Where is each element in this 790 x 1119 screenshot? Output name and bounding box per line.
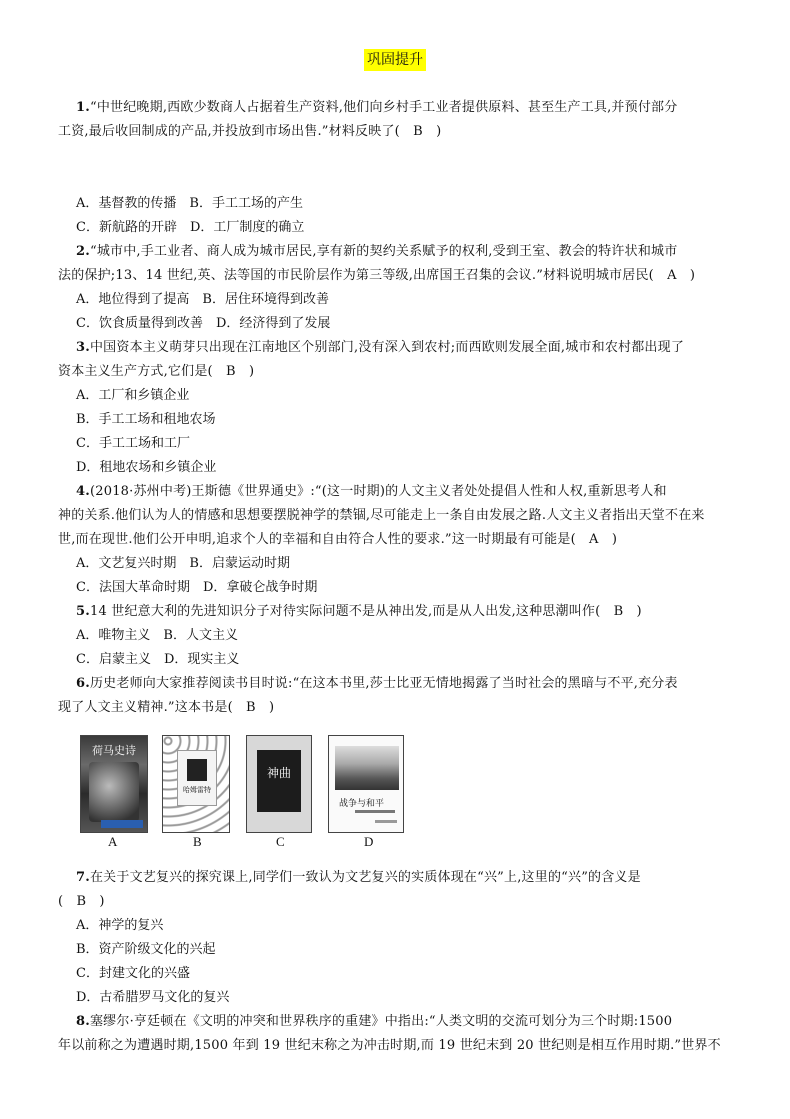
question-text: 塞缪尔·亨廷顿在《文明的冲突和世界秩序的重建》中指出:“人类文明的交流可划分为三个时期:1500: [89, 1014, 673, 1029]
question-1-line-2: 工资,最后收回制成的产品,并投放到市场出售.”材料反映了( B ): [58, 124, 442, 139]
question-4-options-ab: A．文艺复兴时期 B．启蒙运动时期: [76, 556, 290, 571]
question-7-option-a: A．神学的复兴: [76, 918, 164, 933]
book-label-a: A: [108, 834, 118, 849]
question-2-options-cd: C．饮食质量得到改善 D．经济得到了发展: [76, 316, 331, 331]
statue-illustration: [89, 762, 139, 822]
section-title-wrap: [0, 49, 790, 71]
question-text: “中世纪晚期,西欧少数商人占据着生产资料,他们向乡村手工业者提供原料、甚至生产工具,并预付部分: [89, 100, 678, 115]
question-number: 1.: [76, 100, 90, 115]
question-5-options-ab: A．唯物主义 B．人文主义: [76, 628, 238, 643]
question-number: 2.: [76, 244, 90, 259]
book-covers: [80, 735, 420, 835]
cover-panel: [177, 750, 217, 806]
question-1-options-cd: C．新航路的开辟 D．工厂制度的确立: [76, 220, 305, 235]
question-number: 5.: [76, 604, 90, 619]
question-7-option-d: D．古希腊罗马文化的复兴: [76, 990, 230, 1005]
question-6-line-2: 现了人文主义精神.”这本书是( B ): [58, 700, 275, 715]
question-number: 3.: [76, 340, 90, 355]
question-3-option-c: C．手工工场和工厂: [76, 436, 190, 451]
question-number: 6.: [76, 676, 90, 691]
question-text: (2018·苏州中考)王斯德《世界通史》:“(这一时期)的人文主义者处处提倡人性和人权,重新思考人和: [89, 484, 667, 499]
publisher-strip: [101, 820, 143, 828]
book-label-b: B: [193, 834, 202, 849]
question-number: 7.: [76, 870, 90, 885]
question-7-option-b: B．资产阶级文化的兴起: [76, 942, 216, 957]
question-3-option-a: A．工厂和乡镇企业: [76, 388, 190, 403]
question-3: [58, 336, 748, 360]
portrait-illustration: [187, 759, 207, 781]
question-number: 4.: [76, 484, 90, 499]
cavalry-illustration: [335, 746, 399, 790]
book-label-c: C: [276, 834, 285, 849]
question-5: [58, 600, 748, 624]
question-1-options-ab: A．基督教的传播 B．手工工场的产生: [76, 196, 303, 211]
question-8: [58, 1010, 748, 1034]
book-label-d: D: [364, 834, 374, 849]
book-cover-b: [162, 735, 230, 833]
subtitle-line: [375, 820, 397, 823]
question-4-line-2: 神的关系.他们认为人的情感和思想要摆脱神学的禁锢,尽可能走上一条自由发展之路.人文主义者指出天堂不在来: [58, 508, 705, 523]
question-text: 在关于文艺复兴的探究课上,同学们一致认为文艺复兴的实质体现在“兴”上,这里的“兴”的含义是: [89, 870, 641, 885]
book-cover-title: 战争与和平: [339, 799, 385, 809]
question-4: [58, 480, 748, 504]
question-5-options-cd: C．启蒙主义 D．现实主义: [76, 652, 240, 667]
question-text: 14 世纪意大利的先进知识分子对待实际问题不是从神出发,而是从人出发,这种思潮叫作( B ): [89, 604, 642, 619]
question-7: [58, 866, 748, 890]
question-number: 8.: [76, 1014, 90, 1029]
question-4-line-3: 世,而在现世.他们公开申明,追求个人的幸福和自由符合人性的要求.”这一时期最有可能是( A ): [58, 532, 618, 547]
question-text: “城市中,手工业者、商人成为城市居民,享有新的契约关系赋予的权利,受到王室、教会的特许状和城市: [89, 244, 678, 259]
book-cover-title: 哈姆雷特: [183, 786, 211, 794]
question-7-line-2: ( B ): [58, 894, 105, 909]
question-3-option-d: D．租地农场和乡镇企业: [76, 460, 217, 475]
book-cover-d: [328, 735, 404, 833]
book-cover-title: 荷马史诗: [92, 744, 136, 757]
question-8-line-2: 年以前称之为遭遇时期,1500 年到 19 世纪末称之为冲击时期,而 19 世纪末到 20 世纪则是相互作用时期.”世界不: [58, 1038, 721, 1053]
cover-panel: [257, 750, 301, 812]
section-title: 巩固提升: [364, 49, 426, 71]
question-2: [58, 240, 748, 264]
book-cover-a: [80, 735, 148, 833]
book-cover-c: [246, 735, 312, 833]
question-1: [58, 96, 748, 120]
question-text: 历史老师向大家推荐阅读书目时说:“在这本书里,莎士比亚无情地揭露了当时社会的黑暗与不平,充分表: [89, 676, 678, 691]
question-6: [58, 672, 748, 696]
question-4-options-cd: C．法国大革命时期 D．拿破仑战争时期: [76, 580, 318, 595]
question-2-line-2: 法的保护;13、14 世纪,英、法等国的市民阶层作为第三等级,出席国王召集的会议.”材料说明城市居民( A ): [58, 268, 696, 283]
book-cover-title: 神曲: [266, 766, 291, 780]
subtitle-line: [355, 810, 395, 813]
question-3-line-2: 资本主义生产方式,它们是( B ): [58, 364, 255, 379]
question-7-option-c: C．封建文化的兴盛: [76, 966, 190, 981]
question-2-options-ab: A．地位得到了提高 B．居住环境得到改善: [76, 292, 329, 307]
question-3-option-b: B．手工工场和租地农场: [76, 412, 216, 427]
question-text: 中国资本主义萌芽只出现在江南地区个别部门,没有深入到农村;而西欧则发展全面,城市和农村都出现了: [89, 340, 685, 355]
